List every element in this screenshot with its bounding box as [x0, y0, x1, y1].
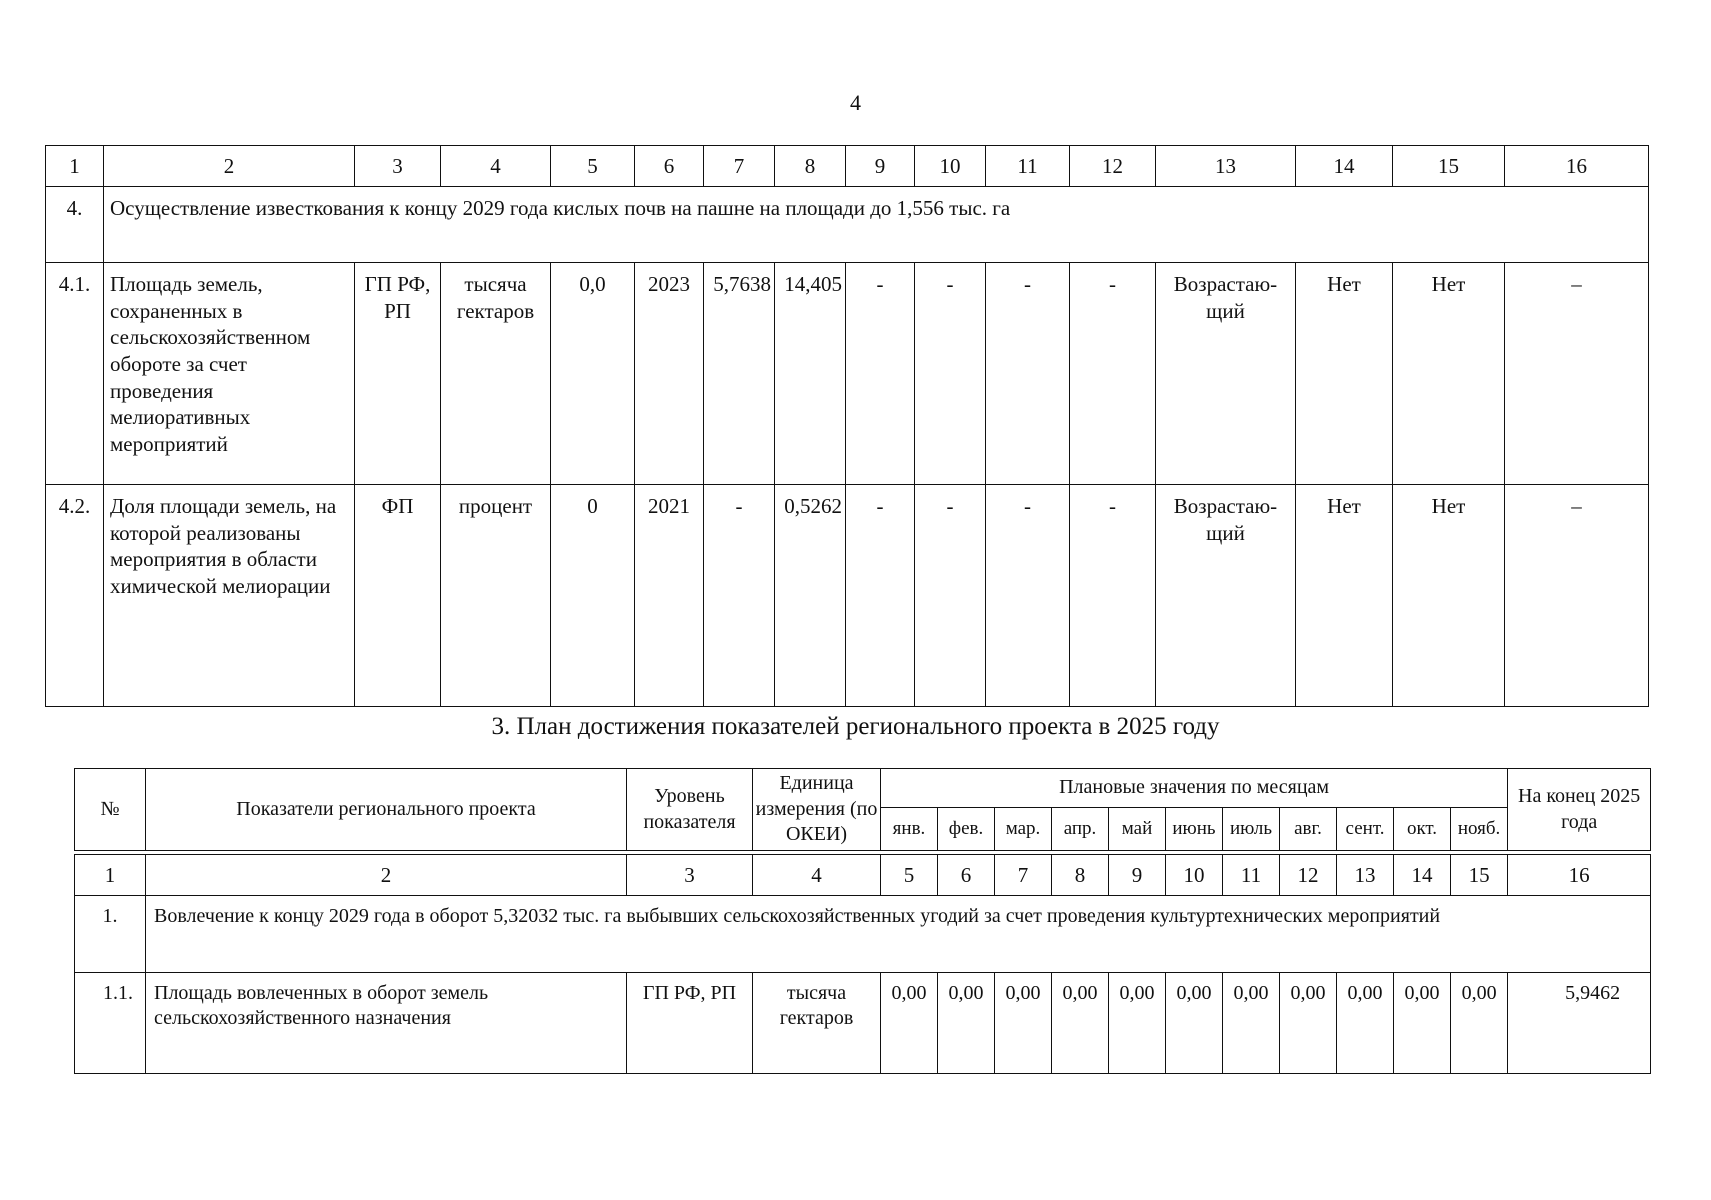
indicator-unit: тысяча гектаров: [753, 973, 881, 1074]
column-number: 9: [846, 146, 915, 187]
column-number: 6: [938, 855, 995, 896]
column-number: 4: [441, 146, 551, 187]
column-number: 10: [1166, 855, 1223, 896]
month-value: 0,00: [1337, 973, 1394, 1074]
month-header: мар.: [995, 808, 1052, 851]
header-end-of-year: На конец 2025 года: [1508, 769, 1651, 851]
column-number: 16: [1508, 855, 1651, 896]
indicator-unit: тысяча гектаров: [441, 263, 551, 485]
column-number: 5: [881, 855, 938, 896]
goal-index: 1.: [75, 896, 146, 973]
base-year: 2021: [635, 485, 704, 707]
month-header: май: [1109, 808, 1166, 851]
month-value: 0,00: [1223, 973, 1280, 1074]
value-col-8: 14,405: [775, 263, 846, 485]
value-col-12: -: [1070, 263, 1156, 485]
base-value: 0,0: [551, 263, 635, 485]
trend: Возрастаю-щий: [1156, 485, 1296, 707]
column-number: 13: [1337, 855, 1394, 896]
column-number: 12: [1280, 855, 1337, 896]
indicator-level: ГП РФ, РП: [355, 263, 441, 485]
column-number: 7: [704, 146, 775, 187]
column-number: 11: [986, 146, 1070, 187]
month-header: июнь: [1166, 808, 1223, 851]
column-number-row: [75, 855, 1651, 896]
column-number: 10: [915, 146, 986, 187]
column-number: 8: [775, 146, 846, 187]
month-header: апр.: [1052, 808, 1109, 851]
month-value: 0,00: [1166, 973, 1223, 1074]
column-number: 5: [551, 146, 635, 187]
indicators-table: [45, 145, 1649, 707]
month-header: янв.: [881, 808, 938, 851]
value-col-10: -: [915, 263, 986, 485]
month-header: нояб.: [1451, 808, 1508, 851]
table-row: [46, 263, 1649, 485]
value-col-12: -: [1070, 485, 1156, 707]
indicator-name: Площадь земель, сохраненных в сельскохозяйственном обороте за счет проведения мелиоративных мероприятий: [104, 263, 355, 485]
page-number: 4: [850, 90, 861, 115]
column-number: 8: [1052, 855, 1109, 896]
month-value: 0,00: [1280, 973, 1337, 1074]
value-col-10: -: [915, 485, 986, 707]
column-number: 1: [46, 146, 104, 187]
row-index: 4.2.: [46, 485, 104, 707]
column-number: 3: [627, 855, 753, 896]
goal-text: Осуществление известкования к концу 2029 года кислых почв на пашне на площади до 1,556 тыс. га: [104, 187, 1649, 263]
month-value: 0,00: [881, 973, 938, 1074]
year-end-value: 5,9462: [1508, 973, 1651, 1074]
month-header: окт.: [1394, 808, 1451, 851]
column-number: 14: [1394, 855, 1451, 896]
column-number: 14: [1296, 146, 1393, 187]
month-value: 0,00: [1109, 973, 1166, 1074]
column-number: 12: [1070, 146, 1156, 187]
value-col-11: -: [986, 485, 1070, 707]
column-number: 2: [146, 855, 627, 896]
column-number-row: [46, 146, 1649, 187]
plan-table: [74, 768, 1651, 1074]
month-header: июль: [1223, 808, 1280, 851]
header-num: №: [75, 769, 146, 851]
column-number: 4: [753, 855, 881, 896]
value-col-9: -: [846, 485, 915, 707]
base-year: 2023: [635, 263, 704, 485]
value-col-7: -: [704, 485, 775, 707]
column-number: 7: [995, 855, 1052, 896]
column-number: 6: [635, 146, 704, 187]
month-header: авг.: [1280, 808, 1337, 851]
value-col-9: -: [846, 263, 915, 485]
value-col-8: 0,5262: [775, 485, 846, 707]
indicator-name: Доля площади земель, на которой реализованы мероприятия в области химической мелиорации: [104, 485, 355, 707]
column-number: 11: [1223, 855, 1280, 896]
column-number: 1: [75, 855, 146, 896]
value-col-7: 5,7638: [704, 263, 775, 485]
base-value: 0: [551, 485, 635, 707]
column-number: 16: [1505, 146, 1649, 187]
indicator-level: ФП: [355, 485, 441, 707]
goal-text: Вовлечение к концу 2029 года в оборот 5,32032 тыс. га выбывших сельскохозяйственных угодий за счет проведения культуртехнических мероприятий: [146, 896, 1651, 973]
value-col-15: Нет: [1393, 263, 1505, 485]
month-value: 0,00: [1451, 973, 1508, 1074]
goal-row: [46, 187, 1649, 263]
month-value: 0,00: [995, 973, 1052, 1074]
column-number: 13: [1156, 146, 1296, 187]
value-col-16: –: [1505, 263, 1649, 485]
section-title: 3. План достижения показателей регионального проекта в 2025 году: [491, 713, 1220, 740]
indicator-level: ГП РФ, РП: [627, 973, 753, 1074]
column-number: 2: [104, 146, 355, 187]
column-number: 15: [1393, 146, 1505, 187]
goal-row: [75, 896, 1651, 973]
table-row: [46, 485, 1649, 707]
header-level: Уровень показателя: [627, 769, 753, 851]
column-number: 9: [1109, 855, 1166, 896]
value-col-15: Нет: [1393, 485, 1505, 707]
month-value: 0,00: [938, 973, 995, 1074]
column-number: 15: [1451, 855, 1508, 896]
goal-index: 4.: [46, 187, 104, 263]
header-indicators: Показатели регионального проекта: [146, 769, 627, 851]
indicator-name: Площадь вовлеченных в оборот земель сельскохозяйственного назначения: [146, 973, 627, 1074]
value-col-16: –: [1505, 485, 1649, 707]
header-unit: Единица измерения (по ОКЕИ): [753, 769, 881, 851]
header-planned-values: Плановые значения по месяцам: [881, 769, 1508, 808]
value-col-14: Нет: [1296, 485, 1393, 707]
month-value: 0,00: [1394, 973, 1451, 1074]
month-header: фев.: [938, 808, 995, 851]
month-header: сент.: [1337, 808, 1394, 851]
value-col-14: Нет: [1296, 263, 1393, 485]
value-col-11: -: [986, 263, 1070, 485]
column-number: 3: [355, 146, 441, 187]
row-index: 4.1.: [46, 263, 104, 485]
table-row: [75, 973, 1651, 1074]
row-index: 1.1.: [75, 973, 146, 1074]
indicator-unit: процент: [441, 485, 551, 707]
month-value: 0,00: [1052, 973, 1109, 1074]
header-row: [75, 769, 1651, 808]
trend: Возрастаю-щий: [1156, 263, 1296, 485]
